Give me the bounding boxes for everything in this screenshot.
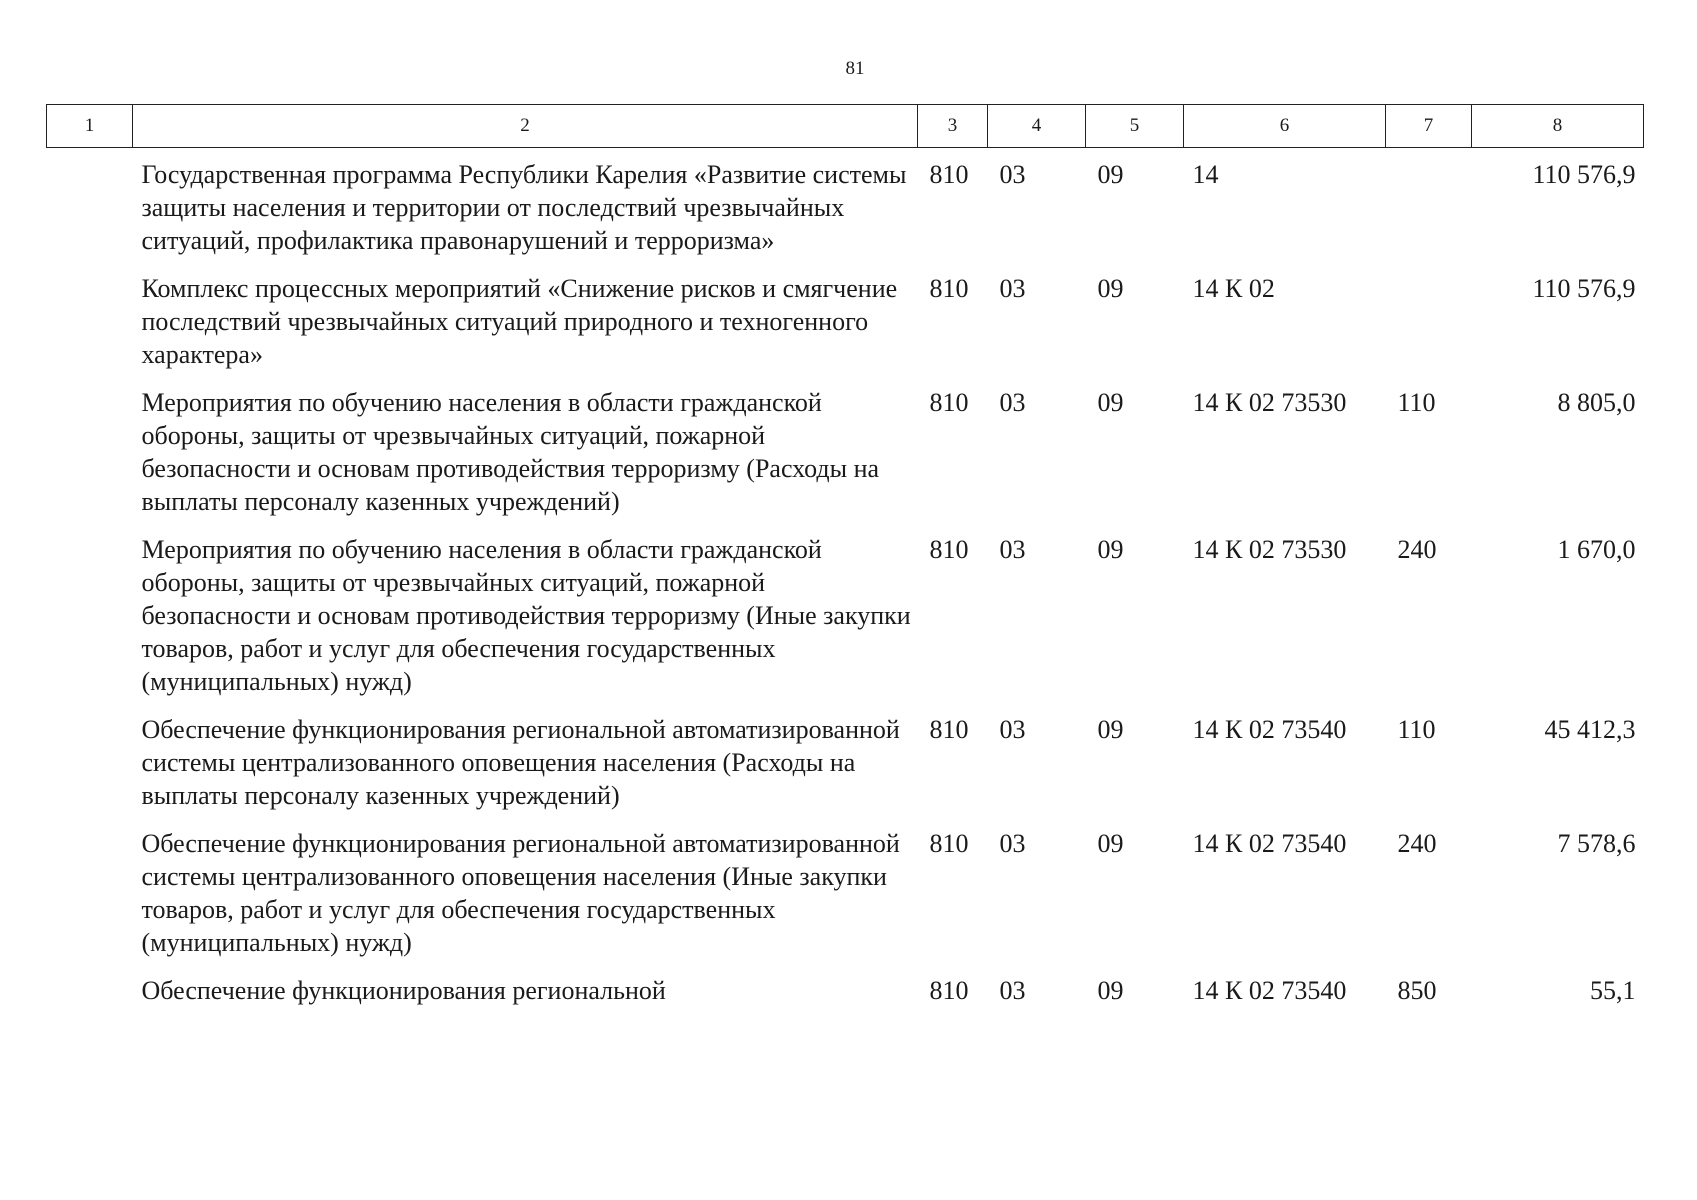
row-col4: 03 [999,715,1026,744]
row-col1 [47,974,133,1022]
row-col6: 14 К 02 73540 [1192,976,1347,1005]
row-col6: 14 К 02 73530 [1192,388,1347,417]
table-row [47,827,1644,974]
row-name: Мероприятия по обучению населения в области гражданской обороны, защиты от чрезвычайных ситуаций, пожарной безопасности и основам противодействия терроризму (Иные закупки товаров, работ и услуг для обеспечения государственных (муниципальных) нужд) [141,535,911,696]
header-cell-2: 2 [133,105,918,148]
row-col4: 03 [999,829,1026,858]
row-col4: 03 [999,976,1026,1005]
row-col3: 810 [929,715,969,744]
row-col7: 240 [1397,535,1437,564]
header-cell-4: 4 [988,105,1086,148]
row-col3: 810 [929,976,969,1005]
row-col4: 03 [999,160,1026,189]
row-col1 [47,148,133,273]
row-col1 [47,386,133,533]
row-col7: 110 [1397,715,1436,744]
row-col8: 7 578,6 [1557,829,1636,858]
row-col1 [47,827,133,974]
table-row [47,386,1644,533]
row-name: Обеспечение функционирования региональной [141,976,666,1005]
row-col7 [1386,272,1472,386]
row-col3: 810 [929,160,969,189]
row-col1 [47,713,133,827]
row-col8: 1 670,0 [1557,535,1636,564]
table-row [47,974,1644,1022]
row-col6: 14 К 02 73530 [1192,535,1347,564]
header-row [47,105,1644,148]
row-name: Обеспечение функционирования региональной автоматизированной системы централизованного оповещения населения (Иные закупки товаров, работ и услуг для обеспечения государственных (муниципальных) нужд) [141,829,900,957]
row-col8: 55,1 [1590,976,1636,1005]
table-header [47,105,1644,148]
row-col6: 14 К 02 73540 [1192,715,1347,744]
header-cell-5: 5 [1086,105,1184,148]
row-name: Обеспечение функционирования региональной автоматизированной системы централизованного оповещения населения (Расходы на выплаты персоналу казенных учреждений) [141,715,900,810]
row-col3: 810 [929,535,969,564]
row-col7 [1386,148,1472,273]
row-col5: 09 [1097,388,1124,417]
row-col5: 09 [1097,535,1124,564]
table-body [47,148,1644,1023]
row-col3: 810 [929,388,969,417]
row-name: Мероприятия по обучению населения в области гражданской обороны, защиты от чрезвычайных ситуаций, пожарной безопасности и основам противодействия терроризму (Расходы на выплаты персоналу казенных учреждений) [141,388,880,516]
row-col4: 03 [999,274,1026,303]
table-row [47,148,1644,273]
row-col1 [47,272,133,386]
row-col8: 110 576,9 [1532,274,1636,303]
row-col8: 110 576,9 [1532,160,1636,189]
row-col6: 14 К 02 [1192,274,1275,303]
table-row [47,533,1644,713]
row-col5: 09 [1097,274,1124,303]
row-col5: 09 [1097,715,1124,744]
row-col5: 09 [1097,160,1124,189]
row-col7: 110 [1397,388,1436,417]
row-col8: 8 805,0 [1557,388,1636,417]
header-cell-3: 3 [918,105,988,148]
row-col3: 810 [929,829,969,858]
row-col7: 240 [1397,829,1437,858]
row-col8: 45 412,3 [1544,715,1636,744]
row-col4: 03 [999,535,1026,564]
table-row [47,272,1644,386]
header-cell-7: 7 [1386,105,1472,148]
header-cell-1: 1 [47,105,133,148]
row-col4: 03 [999,388,1026,417]
table-row [47,713,1644,827]
row-col3: 810 [929,274,969,303]
row-col6: 14 К 02 73540 [1192,829,1347,858]
page-number: 81 [845,58,865,79]
row-col7: 850 [1397,976,1437,1005]
header-cell-8: 8 [1472,105,1644,148]
row-col5: 09 [1097,976,1124,1005]
row-name: Государственная программа Республики Карелия «Развитие системы защиты населения и территории от последствий чрезвычайных ситуаций, профилактика правонарушений и терроризма» [141,160,907,255]
row-col1 [47,533,133,713]
header-cell-6: 6 [1184,105,1386,148]
row-col6: 14 [1192,160,1219,189]
row-col5: 09 [1097,829,1124,858]
budget-table [46,104,1644,1022]
row-name: Комплекс процессных мероприятий «Снижение рисков и смягчение последствий чрезвычайных ситуаций природного и техногенного характера» [141,274,898,369]
